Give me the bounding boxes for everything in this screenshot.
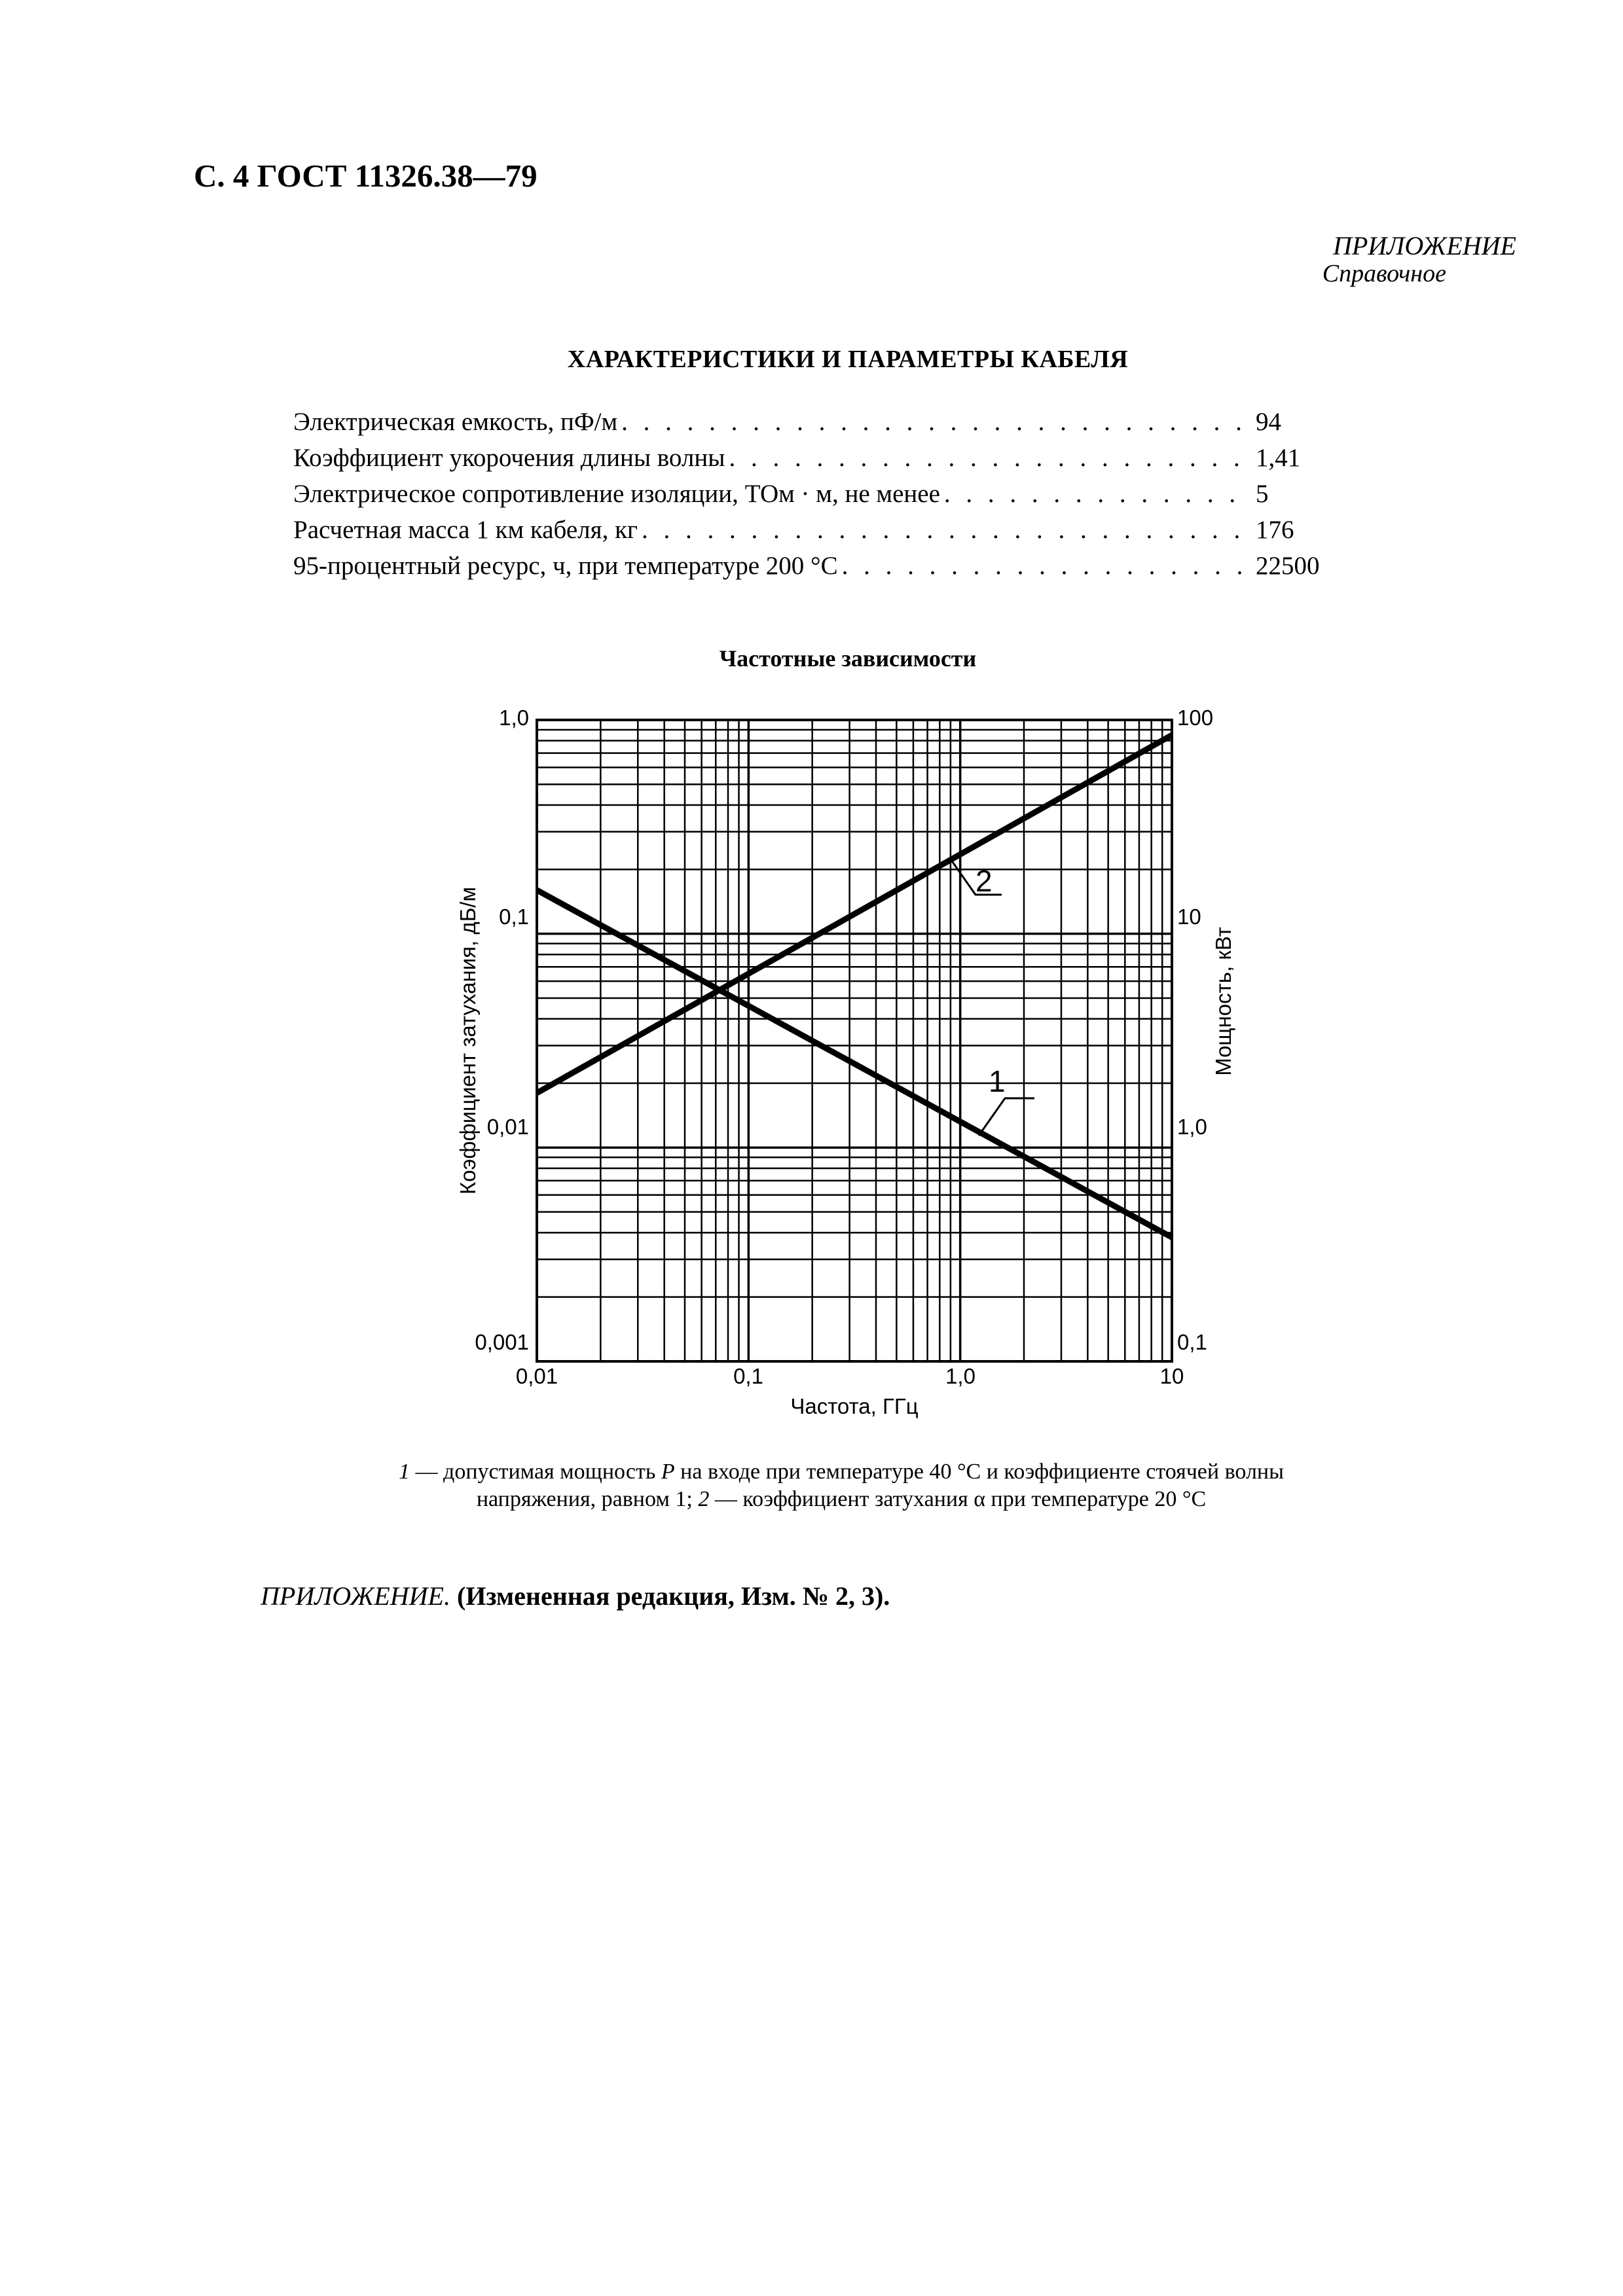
parameter-value: 22500 (1256, 552, 1320, 580)
y-right-tick-label: 100 (1177, 706, 1214, 730)
series-line-2 (537, 735, 1172, 1093)
parameter-label: Электрическая емкость, пФ/м (293, 408, 618, 436)
footnote-number-1: 1 (399, 1460, 410, 1484)
footnote-text-1: — допустимая мощность (410, 1460, 661, 1484)
x-tick-label: 0,1 (733, 1364, 763, 1388)
parameter-label: 95-процентный ресурс, ч, при температуре 200 °С (293, 552, 838, 580)
footnote-text-2: на входе при температуре 40 °С и коэффициенте стоячей волны напряжения, равном 1; (476, 1460, 1284, 1511)
y-left-tick-label: 0,01 (486, 1115, 529, 1139)
appendix-note-label: ПРИЛОЖЕНИЕ. (261, 1581, 450, 1611)
appendix-note (261, 1581, 890, 1611)
series-line-1 (537, 890, 1172, 1238)
y-right-tick-label: 10 (1177, 905, 1201, 929)
appendix-note-text: (Измененная редакция, Изм. № 2, 3). (456, 1581, 890, 1611)
chart-title: Частотные зависимости (719, 645, 977, 672)
parameter-label: Электрическое сопротивление изоляции, ТОм · м, не менее (293, 480, 940, 508)
footnote-number-2: 2 (698, 1487, 710, 1511)
parameter-value: 176 (1256, 516, 1294, 544)
y-right-axis-label: Мощность, кВт (1211, 927, 1235, 1076)
x-tick-label: 0,01 (515, 1364, 558, 1388)
x-tick-label: 1,0 (945, 1364, 976, 1388)
series-1-leader (979, 1098, 1034, 1136)
y-right-tick-label: 0,1 (1177, 1330, 1207, 1354)
y-left-tick-label: 0,1 (499, 905, 529, 929)
series-1-label: 1 (989, 1064, 1006, 1098)
parameter-label: Расчетная масса 1 км кабеля, кг (293, 516, 638, 544)
y-left-tick-label: 1,0 (499, 706, 529, 730)
y-left-axis-label: Коэффициент затухания, дБ/м (456, 886, 480, 1195)
y-left-tick-label: 0,001 (475, 1330, 529, 1354)
parameter-value: 5 (1256, 480, 1269, 508)
appendix-label: ПРИЛОЖЕНИЕ (1333, 231, 1516, 260)
parameter-value: 1,41 (1256, 444, 1301, 472)
footnote-text-3: — коэффициент затухания α при температуре 20 °С (709, 1487, 1207, 1511)
parameter-label: Коэффициент укорочения длины волны (293, 444, 725, 472)
x-axis-label: Частота, ГГц (790, 1394, 919, 1418)
x-tick-label: 10 (1159, 1364, 1184, 1388)
section-title: ХАРАКТЕРИСТИКИ И ПАРАМЕТРЫ КАБЕЛЯ (567, 346, 1129, 373)
chart-footnote (340, 1458, 1342, 1513)
parameter-value: 94 (1256, 408, 1281, 436)
y-right-tick-label: 1,0 (1177, 1115, 1207, 1139)
appendix-type: Справочное (1322, 260, 1446, 287)
footnote-symbol-p: P (661, 1460, 675, 1484)
page-header: С. 4 ГОСТ 11326.38—79 (194, 158, 538, 194)
series-2-label: 2 (976, 864, 993, 898)
